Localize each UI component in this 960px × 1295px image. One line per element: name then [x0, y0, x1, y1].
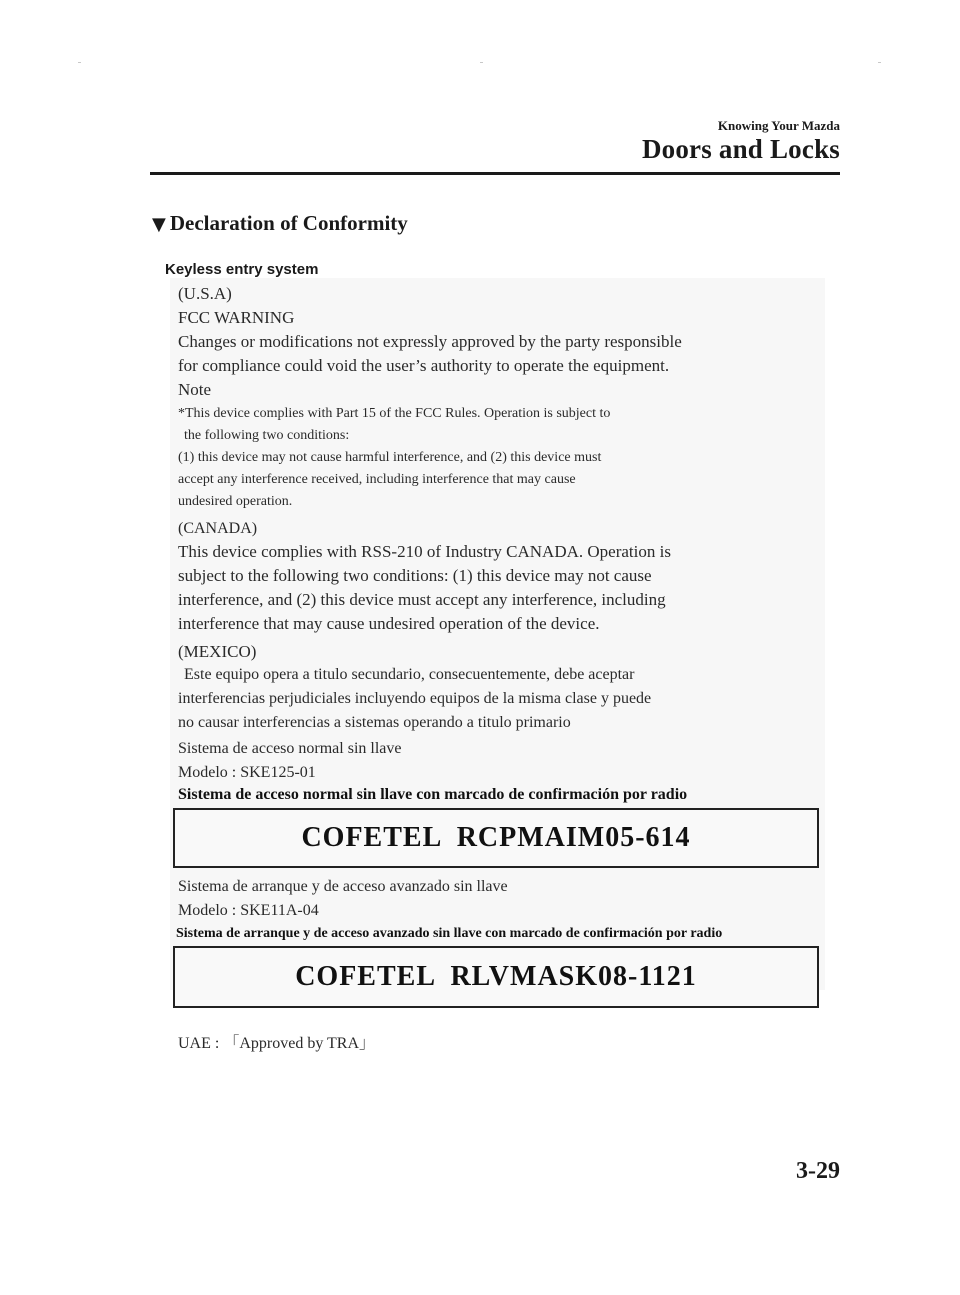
usa-note-line-2: the following two conditions:: [184, 428, 350, 443]
chapter-title: Knowing Your Mazda: [717, 118, 840, 133]
subsection-heading: Keyless entry system: [165, 261, 319, 278]
system-2-name: Sistema de arranque y de acceso avanzado sin llave: [178, 878, 508, 895]
canada-line-1: This device complies with RSS-210 of Industry CANADA. Operation is: [178, 542, 671, 561]
cofetel-box-1: [173, 808, 819, 868]
cofetel-box-2: [173, 946, 819, 1008]
uae-approval: UAE : 「Approved by TRA」: [178, 1035, 376, 1052]
section-heading: [152, 211, 408, 236]
system-1-confirmation: Sistema de acceso normal sin llave con marcado de confirmación por radio: [178, 786, 688, 803]
fcc-warning: FCC WARNING: [178, 308, 295, 327]
system-1-model: Modelo : SKE125-01: [178, 764, 316, 781]
mexico-line-3: no causar interferencias a sistemas operando a titulo primario: [178, 714, 571, 731]
section-title-header: Doors and Locks: [641, 134, 840, 164]
mexico-heading: (MEXICO): [178, 642, 257, 661]
triangle-down-icon: ▼: [152, 214, 166, 235]
canada-heading: (CANADA): [178, 520, 258, 537]
system-2-model: Modelo : SKE11A-04: [178, 902, 319, 919]
canada-line-4: interference that may cause undesired operation of the device.: [178, 614, 600, 633]
usa-note-line-4: accept any interference received, including interference that may cause: [178, 472, 576, 487]
crop-mark-left: [78, 62, 81, 63]
system-1-name: Sistema de acceso normal sin llave: [178, 740, 402, 757]
usa-paragraph-line-1: Changes or modifications not expressly approved by the party responsible: [178, 332, 682, 351]
usa-note-label: Note: [178, 380, 212, 399]
usa-paragraph-line-2: for compliance could void the user’s authority to operate the equipment.: [178, 356, 670, 375]
section-heading-text: Declaration of Conformity: [169, 211, 408, 235]
mexico-line-1: Este equipo opera a titulo secundario, consecuentemente, debe aceptar: [184, 666, 635, 683]
system-2-confirmation: Sistema de arranque y de acceso avanzado sin llave con marcado de confirmación por radio: [176, 926, 723, 941]
canada-line-2: subject to the following two conditions: (1) this device may not cause: [178, 566, 652, 585]
usa-heading: (U.S.A): [178, 284, 232, 303]
header-rule: [150, 172, 840, 175]
cofetel-code-2: COFETEL RLVMASK08-1121: [295, 961, 697, 992]
canada-line-3: interference, and (2) this device must accept any interference, including: [178, 590, 666, 609]
mexico-line-2: interferencias perjudiciales incluyendo equipos de la misma clase y puede: [178, 690, 652, 707]
crop-mark-center: [480, 62, 483, 63]
usa-note-line-1: *This device complies with Part 15 of the FCC Rules. Operation is subject to: [178, 406, 611, 421]
crop-mark-right: [878, 62, 881, 63]
page-number: 3-29: [796, 1158, 840, 1184]
cofetel-code-1: COFETEL RCPMAIM05-614: [301, 822, 691, 853]
usa-note-line-3: (1) this device may not cause harmful interference, and (2) this device must: [178, 450, 602, 465]
usa-note-line-5: undesired operation.: [178, 494, 293, 509]
